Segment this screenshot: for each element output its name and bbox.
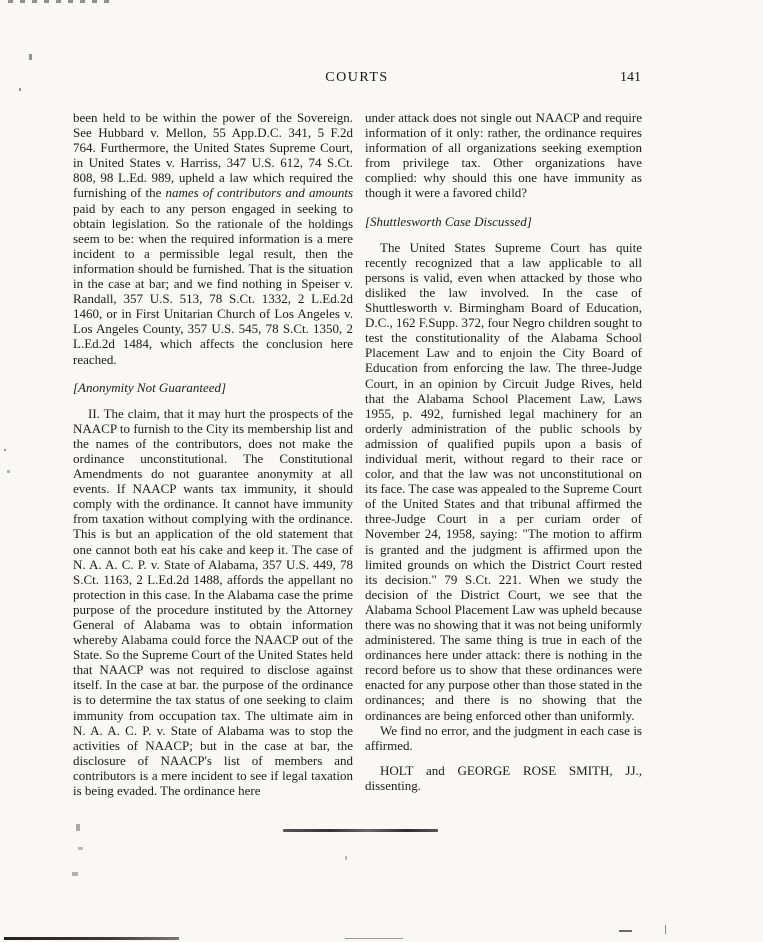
scan-artifact-speck [78,847,83,850]
running-header-title: COURTS [325,70,389,85]
text-run: paid by each to any person engaged in seeking to obtain legislation. So the rationale of the holdings seem to be: when the required information is a mere incident to a permissible legal result, then the information should be furnished. That is the situation in the case at bar; and we find nothing in Speiser v. Randall, 357 U.S. 513, 78 S.Ct. 1332, 2 L.Ed.2d 1460, or in First Unitarian Church of Los Angeles v. Los Angeles County, 357 U.S. 545, 78 S.Ct. 1350, 2 L.Ed.2d 1484, which affects the conclusion here reached. [73,200,353,367]
paragraph-judgment: We find no error, and the judgment in each case is affirmed. [365,722,642,753]
page-number: 141 [620,70,641,85]
section-heading-anonymity: [Anonymity Not Guaranteed] [73,379,227,395]
scan-artifact-bottom-line [4,937,179,940]
text-run: been held to be within the power of the Sovereign. See Hubbard v. Mellon, 55 App.D.C. 341, 5 F.2d 764. Furthermore, the United States Supreme Court, in United States v. Harriss, 347 U.S. 612, 74 S.Ct. 808, 98 L.Ed. 989, upheld a law which required the furnishing of the [73,110,353,201]
scan-artifact-speck [72,872,78,876]
scan-artifact-speck [7,470,10,473]
scan-artifact-divider-line [283,829,438,832]
paragraph: II. The claim, that it may hurt the prospects of the NAACP to furnish to the City its membership list and the names of the contributors, does not make the ordinance unconstitutional. The Constitutional Amendments do not guarantee anonymity at all events. If NAACP wants tax immunity, it should comply with the ordinance. It cannot have immunity from taxation without complying with the ordinance. This is but an application of the old statement that one cannot both eat his cake and keep it. The case of N. A. A. C. P. v. State of Alabama, 357 U.S. 449, 78 S.Ct. 1163, 2 L.Ed.2d 1488, affords the appellant no protection in this case. In the Alabama case the prime purpose of the procedure instituted by the Attorney General of Alabama was to obtain information whereby Alabama could force the NAACP out of the State. So the Supreme Court of the United States held that NAACP was not required to disclose against itself. In the case at bar. the purpose of the ordinance is to determine the tax status of one seeking to claim immunity from occupation tax. The ultimate aim in N. A. A. C. P. v. State of Alabama was to stop the activities of NAACP; but in the case at bar, the disclosure of NAACP's list of members and contributors is a mere incident to see if legal taxation is being evaded. The ordinance here [73,405,353,799]
left-column [73,110,353,798]
scan-artifact-speck [29,54,32,60]
right-column [365,110,642,793]
scan-artifact-bottom-line [345,938,403,939]
paragraph: The United States Supreme Court has quite recently recognized that a law applicable to all persons is valid, even when attacked by those who disliked the law involved. In the case of Shuttlesworth v. Birmingham Board of Education, D.C., 162 F.Supp. 372, four Negro children sought to test the constitutionality of the Alabama School Placement Law and to enjoin the City Board of Education from enforcing the law. The three-Judge Court, in an opinion by Circuit Judge Rives, held that the Alabama School Placement Law, Laws 1955, p. 492, furnished legal machinery for an orderly administration of the public schools by admission of qualified pupils upon a basis of individual merit, without regard to their race or color, and that the law was not unconstitutional on its face. The case was appealed to the Supreme Court of the United States and that tribunal affirmed the three-Judge Court in a per curiam order of November 24, 1958, saying: "The motion to affirm is granted and the judgment is affirmed upon the limited grounds on which the District Court rested its decision." 79 S.Ct. 221. When we study the decision of the District Court, we see that the Alabama School Placement Law was upheld because there was no showing that it was not being uniformly administered. The same thing is true in each of the ordinances here under attack: there is nothing in the record before us to show that these ordinances were enacted for any purpose other than those stated in the ordinances; and there is no showing that the ordinances are being enforced other than uniformly. [365,239,642,723]
scan-artifact-speck [4,449,6,451]
running-header [73,70,641,88]
scan-artifact-top-dashes [8,0,116,3]
scan-artifact-speck [345,856,347,860]
italic-text-run: names of contributors and amounts [165,185,354,201]
section-heading-shuttlesworth: [Shuttlesworth Case Discussed] [365,213,532,229]
scan-artifact-speck [19,88,21,91]
scan-artifact-bottom-dash [619,930,632,932]
scan-artifact-speck [76,824,80,831]
paragraph-continuation [73,110,353,367]
paragraph-continuation: under attack does not single out NAACP and require information of it only: rather, the ordinance requires information of all organizations seeking exemption from privilege tax. Other organizations have complied: why should this one have immunity as though it were a favored child? [365,110,642,201]
scan-artifact-bottom-tick [665,925,666,934]
paragraph-dissent: HOLT and GEORGE ROSE SMITH, JJ., dissenting. [365,762,642,793]
